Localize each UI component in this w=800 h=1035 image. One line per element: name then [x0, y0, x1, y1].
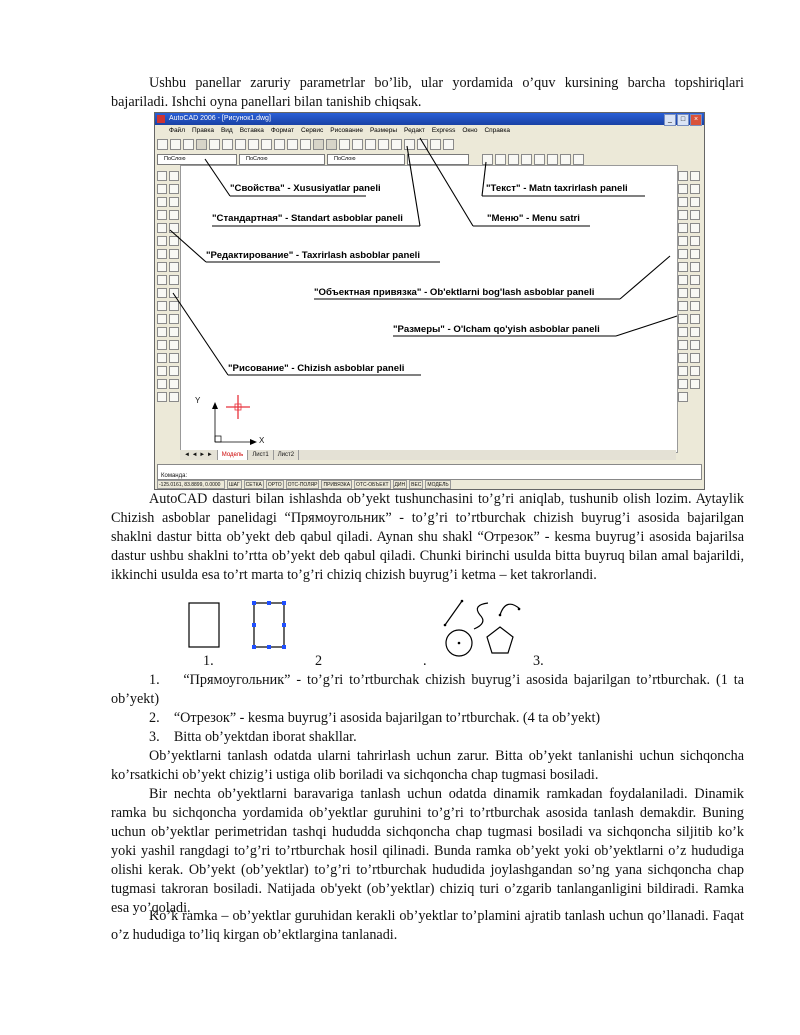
rectangle-single-object [189, 603, 219, 647]
linetype-combo[interactable]: ПоСлою [239, 154, 325, 165]
status-snap[interactable]: ШАГ [229, 482, 240, 488]
figure-label-1: 1. [203, 653, 214, 669]
callout-redakt: "Редактирование" - Taxrirlash asboblar paneli [206, 250, 420, 261]
menu-item-dimension[interactable]: Размеры [370, 127, 398, 134]
layer-combo[interactable]: ПоСлою [157, 154, 237, 165]
callout-razmery: "Размеры" - O'lcham qo'yish asboblar paneli [393, 324, 600, 335]
tab-sheet2[interactable]: Лист2 [274, 450, 299, 460]
blue-frame-paragraph: Ko’k ramka – ob’yektlar guruhidan kerakli ob’yektlar to’plamini ajratib tanlash uchun qo’llanadi. Faqat o’z hududiga to’liq kirgan ob’ektlargina tanlanadi. [111, 908, 744, 943]
menu-item-insert[interactable]: Вставка [239, 127, 264, 134]
status-otrack[interactable]: ОТС-ОБЪЕКТ [356, 482, 389, 488]
list-item: 2. “Отрезок” - kesma buyrug’i asosida bajarilgan to’rtburchak. (4 ta ob’yekt) [149, 710, 601, 726]
rectangle-four-segments [252, 601, 286, 649]
status-dyn[interactable]: ДИН [394, 482, 406, 488]
callout-menyu: "Меню" - Menu satri [487, 213, 580, 224]
tab-sheet1[interactable]: Лист1 [248, 450, 273, 460]
callout-tekst: "Текст" - Matn taxrirlash paneli [486, 183, 628, 194]
figure-label-2: 2 [315, 653, 323, 669]
tab-model[interactable]: Модель [218, 450, 249, 460]
status-lwt[interactable]: ВЕС [411, 482, 422, 488]
status-osnap[interactable]: ПРИВЯЗКА [323, 482, 351, 488]
menu-item-draw[interactable]: Рисование [330, 127, 363, 134]
status-ortho[interactable]: ОРТО [267, 482, 282, 488]
list-item: 3. Bitta ob’yektdan iborat shakllar. [149, 729, 357, 745]
ucs-x-label: X [259, 436, 265, 445]
menu-item-edit[interactable]: Правка [191, 127, 214, 134]
coords-readout: -125.0161, 83.8899, 0.0000 [157, 480, 225, 489]
menu-item-format[interactable]: Формат [270, 127, 294, 134]
menu-item-help[interactable]: Справка [484, 127, 510, 134]
ucs-y-label: Y [195, 396, 201, 405]
status-grid[interactable]: СЕТКА [245, 482, 262, 488]
figure-label-3: 3. [533, 653, 544, 669]
figure-label-dot: . [423, 653, 427, 669]
callout-svoystva: "Свойства" - Xususiyatlar paneli [230, 183, 381, 194]
object-examples-figure [0, 595, 800, 657]
window-title: AutoCAD 2006 - [Рисунок1.dwg] [169, 115, 271, 122]
command-prompt: Команда: [161, 473, 188, 479]
dynamic-frame-paragraph: Bir nechta ob’yektlarni baravariga tanlash uchun odatda dinamik ramkadan foydalaniladi. Dinamik ramka bu sichqoncha yordamida ob’yektlar guruhini to’g’ri to’rtburchak asosida tanlash demakdir. Buning uchun ob’yektlar perimetridan tashqi hududda sichqoncha chap tugmasi bosiladi va sichqoncha siljitib ko’k yoki yashil rangdagi to’g’ri to’rtburchak hosil qilinadi. Bunda ramka ob’yekt yoki ob’yektlarni o’z hududiga olishi kerak. Ob’yekt (ob’yektlar) to’g’ri to’rtburchak hududida joylashgandan so’ng yana sichqoncha chap tugmasi takroran bosiladi. Natijada ob'yekt (ob’yektlar) chiziq turi o’zgarib tanlanganligini bildiradi. Ramka esa yo’qoladi. [111, 786, 744, 916]
menu-item-modify[interactable]: Редакт [404, 127, 425, 134]
callout-risovanie: "Рисование" - Chizish asboblar paneli [228, 363, 405, 374]
menu-item-tools[interactable]: Сервис [300, 127, 324, 134]
intro-paragraph: Ushbu panellar zaruriy parametrlar bo’lib, ular yordamida o’quv kursining barcha topshiriqlari bajariladi. Ishchi oyna panellari bilan tanishib chiqsak. [111, 75, 744, 110]
maximize-button[interactable]: □ [677, 114, 689, 126]
close-button[interactable]: × [690, 114, 702, 126]
menu-item-express[interactable]: Express [431, 127, 456, 134]
object-concept-paragraph: AutoCAD dasturi bilan ishlashda ob’yekt tushunchasini to’g’ri aniqlab, tushunib olish lozim. Aytaylik Chizish asboblar panelidagi “Прямоугольник” - to’g’ri to’rtburchak chizish buyrug’i asosida bajarilgan shaklni dastur bitta ob’yekt deb qabul qiladi. Aynan shu shakl “Отрезок” - kesma buyrug’i asosida bajarilsa dastur ushbu shaklni to’rtta ob’yekt deb qabul qiladi. Chunki birinchi usulda bitta buyruq bilan amal bajarildi, ikkinchi usulda esa to’rt marta to’g’ri chiziq chizish buyrug’i ketma – ket takrorlandi. [111, 491, 744, 583]
status-polar[interactable]: ОТС-ПОЛЯР [287, 482, 318, 488]
tab-nav-arrows[interactable]: ◄ ◄ ► ► [180, 450, 218, 460]
lineweight-combo[interactable]: ПоСлою [327, 154, 405, 165]
menu-item-window[interactable]: Окно [462, 127, 478, 134]
menu-item-file[interactable]: Файл [169, 127, 185, 134]
status-model[interactable]: МОДЕЛЬ [427, 482, 449, 488]
callout-standart: "Стандартная" - Standart asboblar paneli [212, 213, 403, 224]
callout-obyekt: "Объектная привязка" - Ob'ektlarni bog'lash asboblar paneli [314, 287, 595, 298]
selection-paragraph: Ob’yektlarni tanlash odatda ularni tahrirlash uchun zarur. Bitta ob’yekt tanlanishi uchun sichqoncha ko’rsatkichi ob’yekt chizig’i ustiga olib boriladi va sichqoncha chap tugmasi bosiladi. [111, 748, 744, 783]
single-object-shapes [444, 600, 521, 656]
minimize-button[interactable]: _ [664, 114, 676, 126]
list-item: 1. “Прямоугольник” - to’g’ri to’rtburchak chizish buyrug’i asosida bajarilgan to’rtburchak. (1 ta ob’yekt) [111, 672, 745, 707]
menu-item-view[interactable]: Вид [220, 127, 233, 134]
